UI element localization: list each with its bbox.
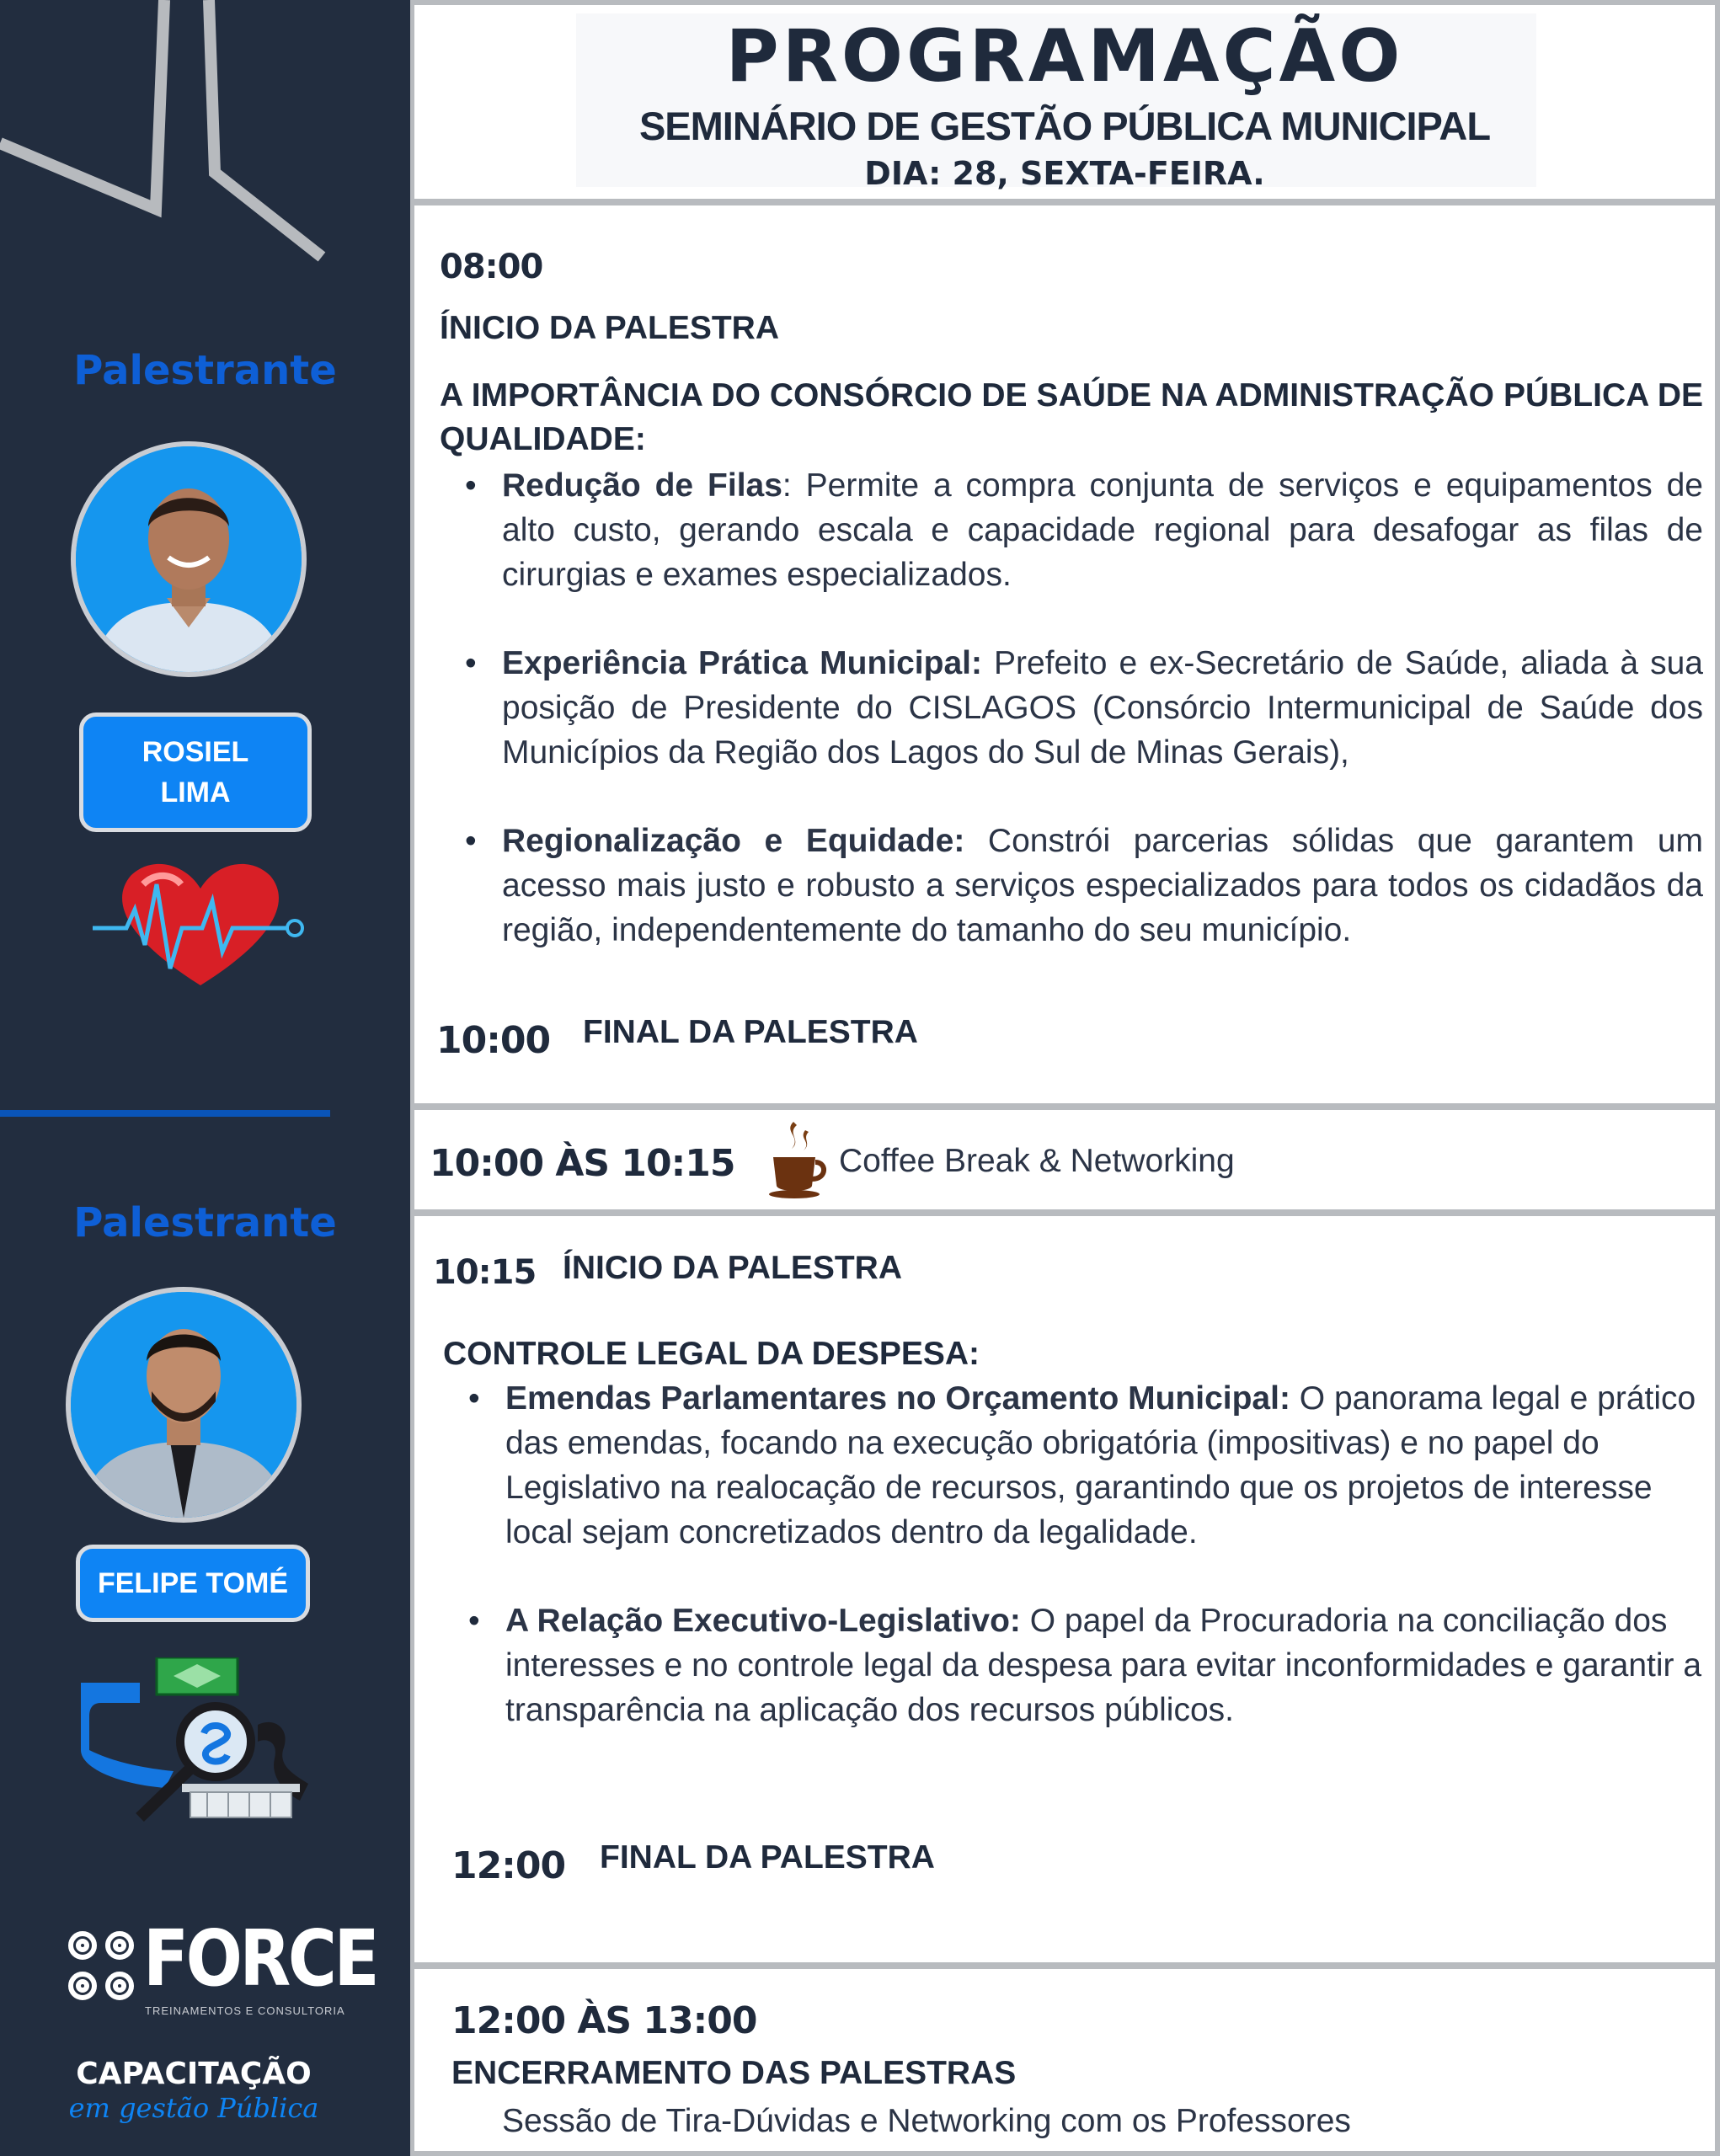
session2-start-time: 10:15	[433, 1253, 537, 1292]
bullet-text: Constrói parcerias sólidas que garantem um acesso mais justo e robusto a serviços especializados para todos os cidadãos da região, independentemente do tamanho do seu município.	[502, 823, 1703, 948]
sidebar	[0, 0, 410, 2156]
session1-end-label: FINAL DA PALESTRA	[583, 1014, 918, 1050]
bullet-title: Regionalização e Equidade:	[502, 823, 965, 859]
bullet-title: Redução de Filas	[502, 467, 782, 504]
session1-end-time: 10:00	[436, 1019, 551, 1062]
session1-bullet-list	[502, 463, 1703, 953]
speaker1-avatar	[71, 441, 307, 677]
force-logo-text: FORCE	[143, 1913, 377, 2004]
bullet-text: O panorama legal e prático das emendas, focando na execução obrigatória (impositivas) e no papel do Legislativo na realocação de recursos, garantindo que os projetos de interesse local sejam concretizados dentro da legalidade.	[505, 1380, 1696, 1550]
page-title: PROGRAMAÇÃO	[725, 14, 1404, 99]
bullet-title: Emendas Parlamentares no Orçamento Municipal:	[505, 1380, 1290, 1417]
bullet-text: : Permite a compra conjunta de serviços e equipamentos de alto custo, gerando escala e capacidade regional para desafogar as filas de cirurgias e exames especializados.	[502, 467, 1703, 593]
closing-time: 12:00 ÀS 13:00	[451, 1999, 757, 2042]
session2-bullet-2	[505, 1598, 1701, 1732]
separator	[410, 1103, 1720, 1110]
session2-bullet-1	[505, 1376, 1701, 1555]
event-date: DIA: 28, SEXTA-FEIRA.	[864, 155, 1265, 192]
session1-bullet-2	[502, 641, 1703, 775]
bullet-title: A Relação Executivo-Legislativo:	[505, 1603, 1021, 1639]
break-panel	[410, 1110, 1720, 1211]
speaker2-name: FELIPE TOMÉ	[97, 1566, 289, 1599]
session2-bullet-list	[505, 1376, 1701, 1732]
session2-end-time: 12:00	[451, 1844, 566, 1887]
speaker1-label: Palestrante	[73, 347, 337, 394]
break-label: Coffee Break & Networking	[839, 1143, 1235, 1179]
session1-topic: A IMPORTÂNCIA DO CONSÓRCIO DE SAÚDE NA ADMINISTRAÇÃO PÚBLICA DE QUALIDADE:	[440, 377, 1703, 457]
closing-title: ENCERRAMENTO DAS PALESTRAS	[451, 2055, 1017, 2091]
gestao-publica-label: em gestão Pública	[68, 2092, 319, 2124]
bullet-text: Prefeito e ex-Secretário de Saúde, aliada à sua posição de Presidente do CISLAGOS (Consórcio Intermunicipal de Saúde dos Municípios da Região dos Lagos do Sul de Minas Gerais),	[502, 645, 1703, 771]
session2-panel	[410, 1216, 1720, 1966]
header-panel	[410, 0, 1720, 199]
speaker2-avatar	[66, 1287, 302, 1523]
speaker2-label: Palestrante	[73, 1199, 337, 1246]
closing-text: Sessão de Tira-Dúvidas e Networking com os Professores	[502, 2103, 1351, 2139]
speaker2-name-badge	[76, 1545, 310, 1622]
coffee-cup-icon	[768, 1118, 827, 1199]
legal-finance-icon	[81, 1657, 317, 1826]
session2-start-label: ÍNICIO DA PALESTRA	[563, 1250, 903, 1286]
speaker1-name-badge	[79, 712, 312, 832]
force-logo-sub: TREINAMENTOS E CONSULTORIA	[145, 2004, 345, 2017]
separator	[410, 1209, 1720, 1216]
session2-topic: CONTROLE LEGAL DA DESPESA:	[443, 1336, 980, 1372]
heart-pulse-icon	[93, 851, 308, 992]
separator	[410, 199, 1720, 205]
speaker1-name-line1: ROSIEL	[142, 736, 249, 768]
sidebar-divider	[0, 1110, 330, 1117]
closing-panel	[410, 1969, 1720, 2156]
session1-bullet-1	[502, 463, 1703, 597]
speaker1-name-line2: LIMA	[160, 776, 231, 808]
force-logo-icon	[64, 1927, 138, 2004]
session1-bullet-3	[502, 819, 1703, 953]
session1-panel	[410, 205, 1720, 1107]
decorative-lines	[0, 0, 410, 270]
session1-start-label: ÍNICIO DA PALESTRA	[440, 310, 780, 346]
bullet-text: O papel da Procuradoria na conciliação dos interesses e no controle legal da despesa para evitar inconformidades e garantir a transparência na aplicação dos recursos públicos.	[505, 1603, 1702, 1728]
separator	[410, 1962, 1720, 1969]
capacitacao-label: CAPACITAÇÃO	[76, 2057, 312, 2091]
page-subtitle: SEMINÁRIO DE GESTÃO PÚBLICA MUNICIPAL	[638, 104, 1491, 148]
break-time: 10:00 ÀS 10:15	[430, 1142, 735, 1185]
session2-end-label: FINAL DA PALESTRA	[600, 1839, 935, 1876]
session1-start-time: 08:00	[440, 248, 543, 286]
bullet-title: Experiência Prática Municipal:	[502, 645, 982, 681]
